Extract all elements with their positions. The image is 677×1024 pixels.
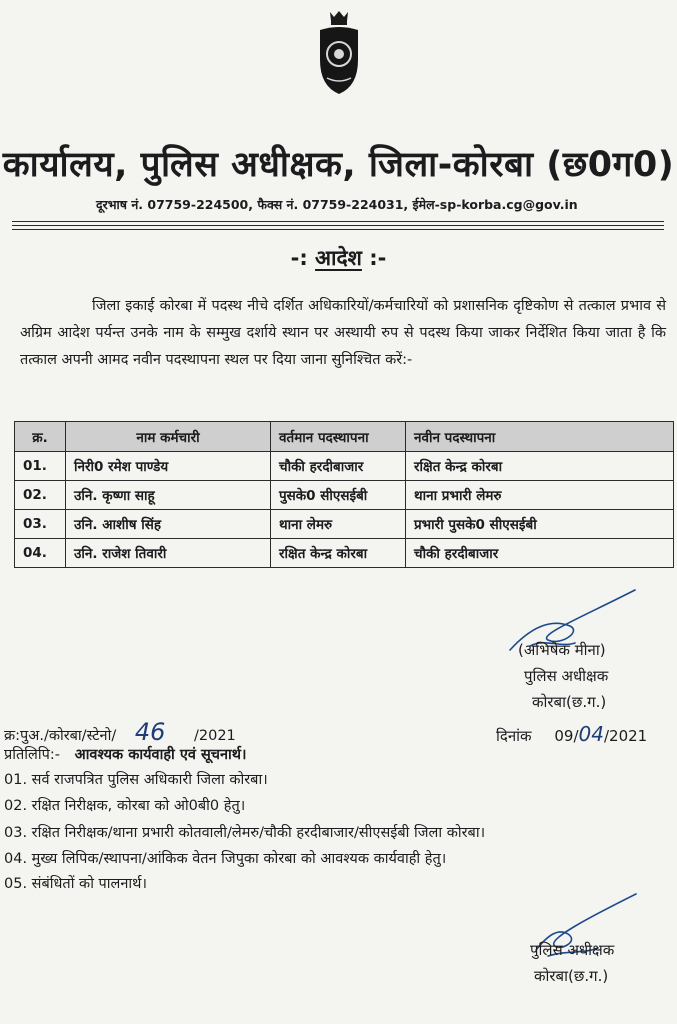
reference-number <box>4 718 236 746</box>
list-item: 01. सर्व राजपत्रित पुलिस अधिकारी जिला कोरबा। <box>4 772 268 788</box>
list-item: 02. रक्षित निरीक्षक, कोरबा को ओ0बी0 हेतु। <box>4 798 246 814</box>
signatory2-designation: पुलिस अधीक्षक <box>530 941 615 959</box>
col-name: नाम कर्मचारी <box>66 422 271 452</box>
divider <box>12 225 664 226</box>
signatory-name: (अभिषेक मीना) <box>518 641 606 659</box>
cell-name: उनि. राजेश तिवारी <box>66 539 271 568</box>
date-year: /2021 <box>603 727 648 745</box>
list-item: 05. संबंधितों को पालनार्थ। <box>4 876 147 892</box>
cell-serial: 02. <box>15 481 66 510</box>
signatory-place: कोरबा(छ.ग.) <box>532 693 607 711</box>
order-heading <box>0 244 677 272</box>
table-row <box>15 539 674 568</box>
cell-new: थाना प्रभारी लेमरु <box>406 481 674 510</box>
order-date <box>496 722 647 746</box>
cell-current: चौकी हरदीबाजार <box>271 452 406 481</box>
col-new-posting: नवीन पदस्थापना <box>406 422 674 452</box>
order-paragraph: जिला इकाई कोरबा में पदस्थ नीचे दर्शित अधिकारियों/कर्मचारियों को प्रशासनिक दृष्टिकोण से तत्काल प्रभाव से अग्रिम आदेश पर्यन्त उनके नाम के सम्मुख दर्शाये स्थान पर अस्थायी रुप से पदस्थ किया जाकर निर्देशित किया जाता है कि तत्काल अपनी आमद नवीन पदस्थापना स्थल पर दिया जाना सुनिश्चित करें:- <box>20 298 666 368</box>
contact-line: दूरभाष नं. 07759-224500, फैक्स नं. 07759-224031, ईमेल-sp-korba.cg@gov.in <box>96 197 578 212</box>
table-row <box>15 510 674 539</box>
list-item: 03. रक्षित निरीक्षक/थाना प्रभारी कोतवाली/लेमरु/चौकी हरदीबाजार/सीएसईबी जिला कोरबा। <box>4 825 486 841</box>
cell-new: प्रभारी पुसके0 सीएसईबी <box>406 510 674 539</box>
office-title: कार्यालय, पुलिस अधीक्षक, जिला-कोरबा (छ0ग0) <box>2 145 675 185</box>
date-day: 09/ <box>554 727 579 745</box>
copy-heading <box>4 744 247 764</box>
divider <box>12 229 664 230</box>
copy-label: प्रतिलिपि:- <box>4 747 60 763</box>
cell-serial: 03. <box>15 510 66 539</box>
order-title: आदेश <box>315 246 362 270</box>
cell-new: चौकी हरदीबाजार <box>406 539 674 568</box>
cell-serial: 04. <box>15 539 66 568</box>
reference-prefix: क्र:पुअ./कोरबा/स्टेनो/ <box>4 728 117 744</box>
cell-serial: 01. <box>15 452 66 481</box>
copy-purpose: आवश्यक कार्यवाही एवं सूचनार्थ। <box>74 747 247 763</box>
signatory2-place: कोरबा(छ.ग.) <box>534 967 609 985</box>
cell-current: पुसके0 सीएसईबी <box>271 481 406 510</box>
signatory-designation: पुलिस अधीक्षक <box>524 667 609 685</box>
order-prefix: -: <box>290 246 308 270</box>
date-month-handwritten: 04 <box>578 722 604 746</box>
table-row <box>15 481 674 510</box>
reference-handwritten-number: 46 <box>134 718 166 746</box>
divider <box>12 221 664 222</box>
transfer-table <box>14 421 674 568</box>
cell-name: उनि. आशीष सिंह <box>66 510 271 539</box>
cell-current: थाना लेमरु <box>271 510 406 539</box>
list-item: 04. मुख्य लिपिक/स्थापना/आंकिक वेतन जिपुका कोरबा को आवश्यक कार्यवाही हेतु। <box>4 851 447 867</box>
cell-name: उनि. कृष्णा साहू <box>66 481 271 510</box>
table-row <box>15 452 674 481</box>
col-serial: क्र. <box>15 422 66 452</box>
col-current-posting: वर्तमान पदस्थापना <box>271 422 406 452</box>
date-label: दिनांक <box>496 727 532 745</box>
order-suffix: :- <box>369 246 387 270</box>
table-header-row <box>15 422 674 452</box>
police-emblem-icon <box>314 8 364 96</box>
cell-name: निरी0 रमेश पाण्डेय <box>66 452 271 481</box>
cell-new: रक्षित केन्द्र कोरबा <box>406 452 674 481</box>
cell-current: रक्षित केन्द्र कोरबा <box>271 539 406 568</box>
reference-year: /2021 <box>193 728 236 744</box>
